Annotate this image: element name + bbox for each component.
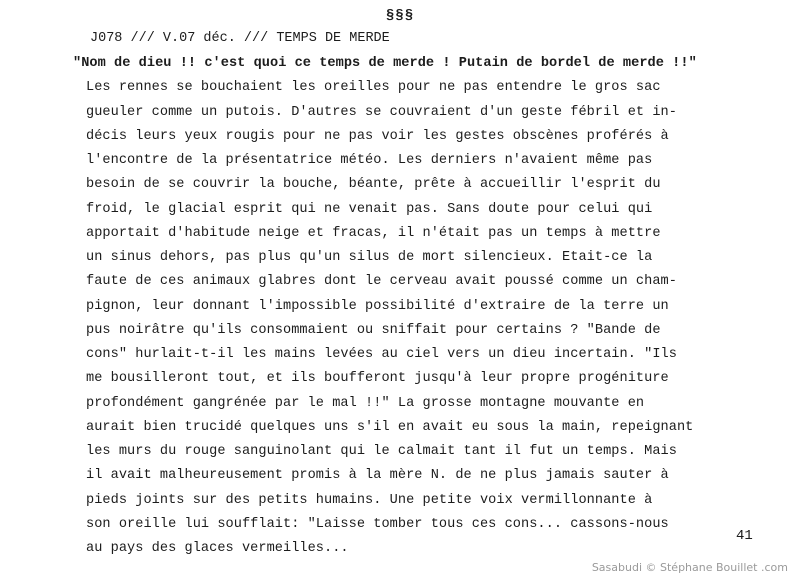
text-line: me bousilleront tout, et ils boufferont jusqu'à leur propre progéniture <box>86 371 669 387</box>
text-line: "Nom de dieu !! c'est quoi ce temps de merde ! Putain de bordel de merde !!" <box>73 56 697 71</box>
section-mark: §§§ <box>385 8 415 24</box>
text-line: pus noirâtre qu'ils consommaient ou sniffait pour certains ? "Bande de <box>86 322 661 338</box>
text-line: apportait d'habitude neige et fracas, il n'était pas un temps à mettre <box>86 225 661 241</box>
text-line: besoin de se couvrir la bouche, béante, prête à accueillir l'esprit du <box>86 177 661 193</box>
text-line: profondément gangrénée par le mal !!" La grosse montagne mouvante en <box>86 395 645 411</box>
text-line: décis leurs yeux rougis pour ne pas voir les gestes obscènes proférés à <box>86 128 669 144</box>
text-line: froid, le glacial esprit qui ne venait pas. Sans doute pour celui qui <box>86 201 653 217</box>
text-line: pignon, leur donnant l'impossible possibilité d'extraire de la terre un <box>86 298 669 314</box>
page-header: J078 /// V.07 déc. /// TEMPS DE MERDE <box>90 31 390 46</box>
text-line: les murs du rouge sanguinolant qui le calmait tant il fut un temps. Mais <box>86 444 677 459</box>
text-line: faute de ces animaux glabres dont le cerveau avait poussé comme un cham- <box>86 274 677 290</box>
text-line: gueuler comme un putois. D'autres se couvraient d'un geste fébril et in- <box>86 104 677 120</box>
text-line: aurait bien trucidé quelques uns s'il en avait eu sous la main, repeignant <box>86 419 694 435</box>
body-text <box>73 52 776 561</box>
text-line: cons" hurlait-t-il les mains levées au ciel vers un dieu incertain. "Ils <box>86 347 677 362</box>
text-line: pieds joints sur des petits humains. Une petite voix vermillonnante à <box>86 492 653 508</box>
copyright-watermark: Sasabudi © Stéphane Bouillet .com <box>591 561 788 574</box>
text-line: son oreille lui soufflait: "Laisse tomber tous ces cons... cassons-nous <box>86 516 669 532</box>
text-line: il avait malheureusement promis à la mère N. de ne plus jamais sauter à <box>86 468 669 484</box>
text-line: Les rennes se bouchaient les oreilles pour ne pas entendre le gros sac <box>86 80 661 96</box>
text-line: au pays des glaces vermeilles... <box>86 541 349 556</box>
text-line: un sinus dehors, pas plus qu'un silus de mort silencieux. Etait-ce la <box>86 250 653 265</box>
page-number: 41 <box>736 528 753 544</box>
text-line: l'encontre de la présentatrice météo. Les derniers n'avaient même pas <box>86 153 653 168</box>
